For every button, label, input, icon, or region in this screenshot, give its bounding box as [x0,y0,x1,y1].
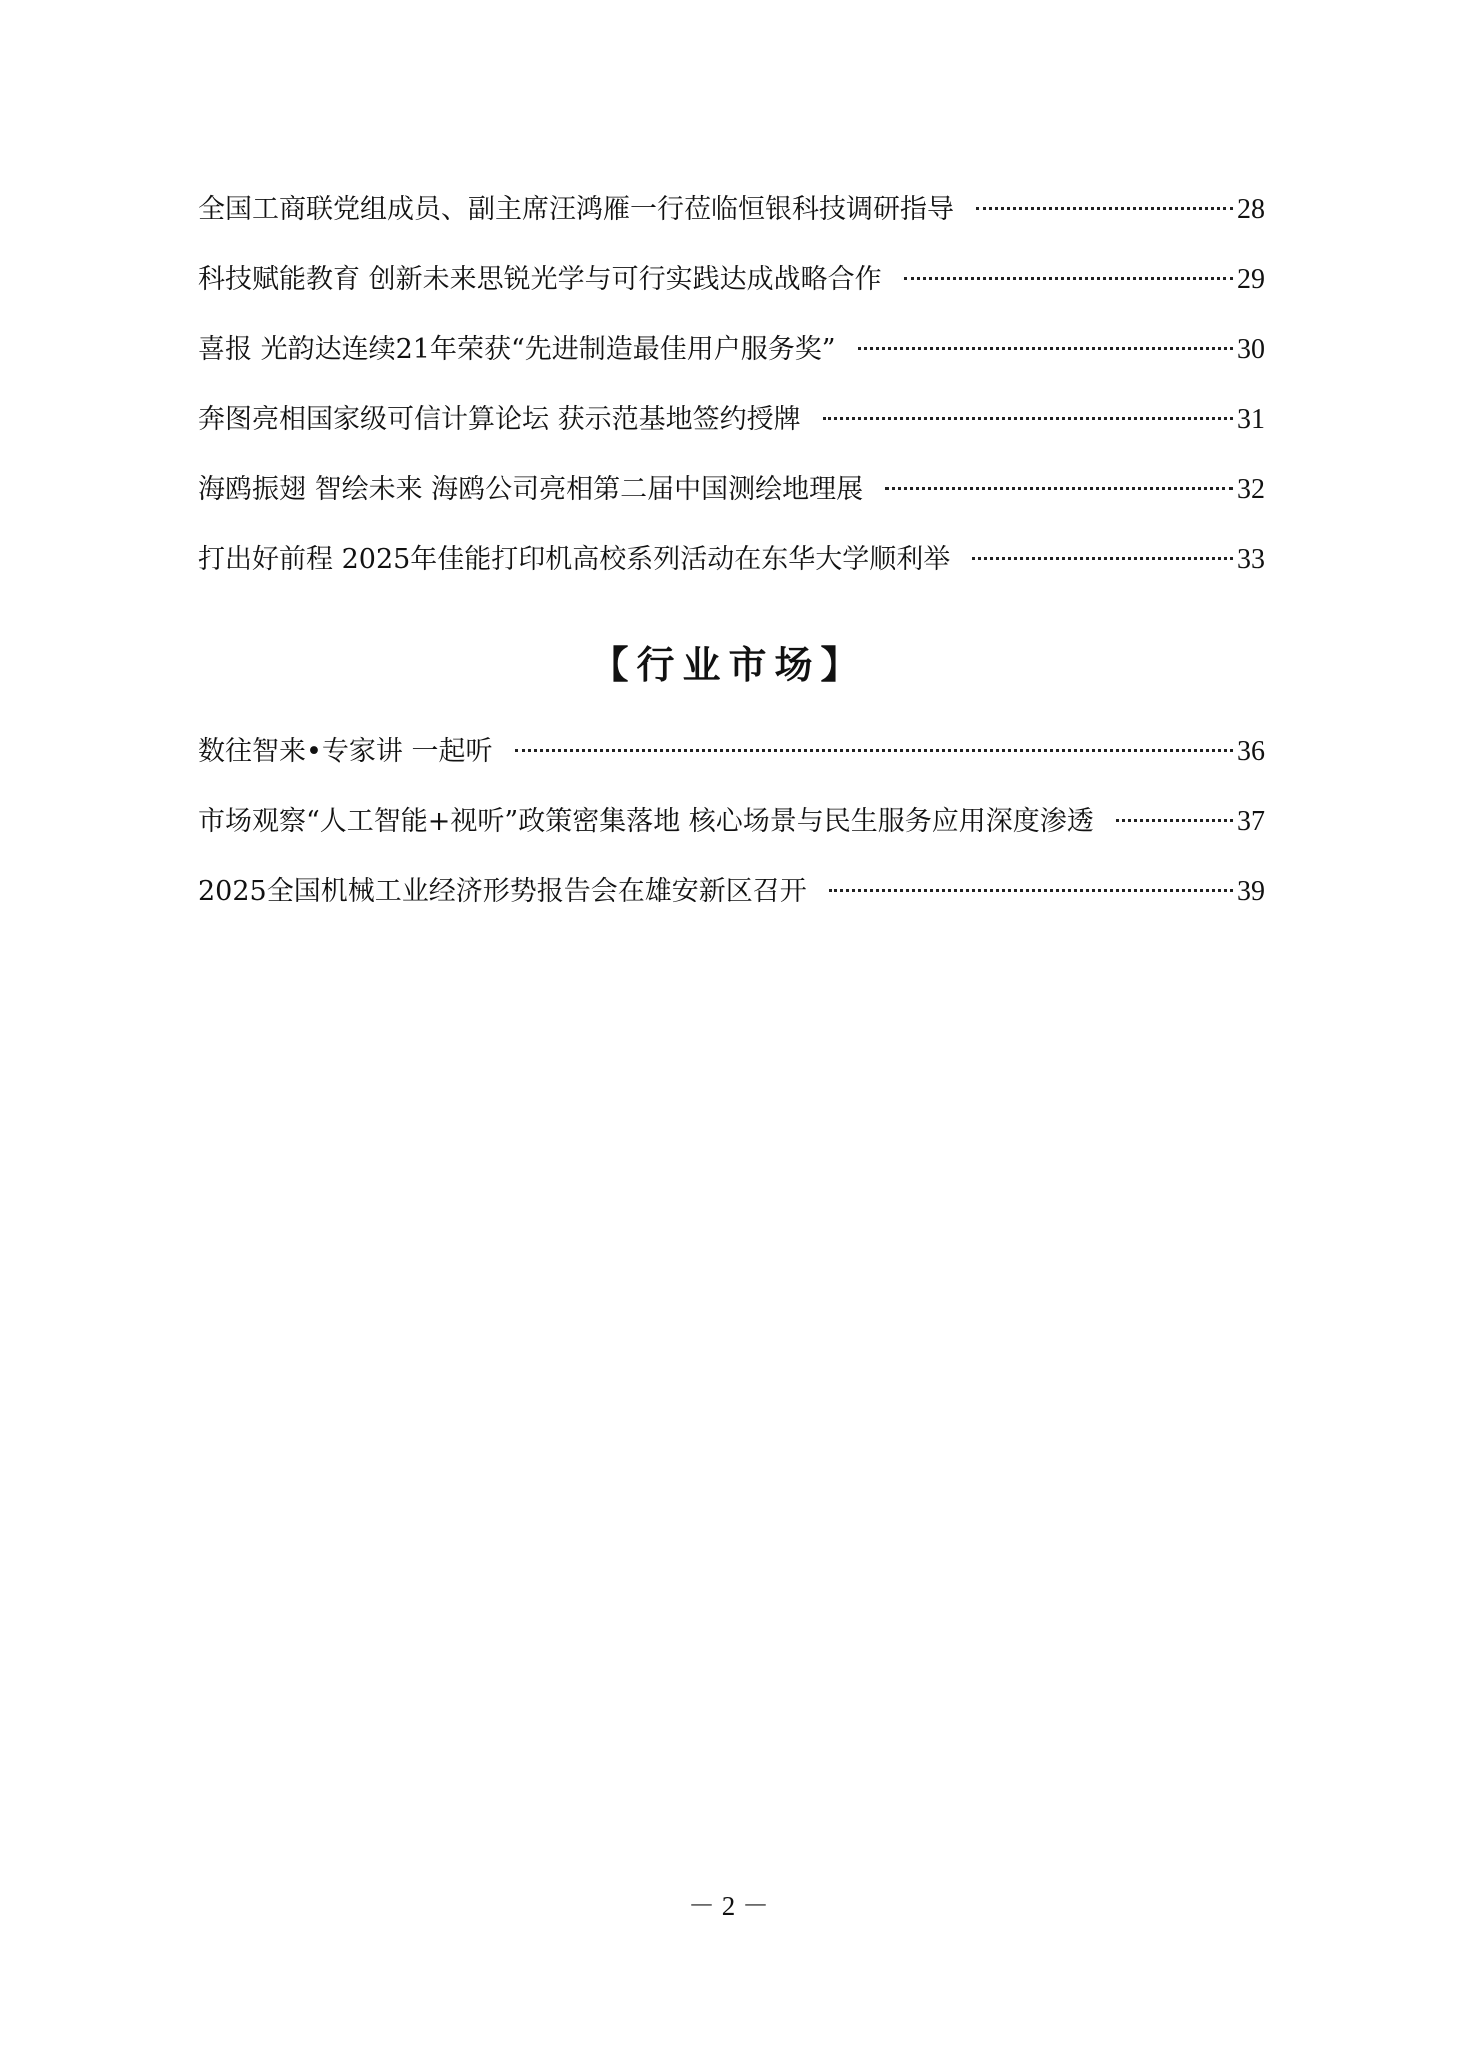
toc-entry-title: 打出好前程 2025年佳能打印机高校系列活动在东华大学顺利举 [198,544,951,575]
toc-entry-page: 37 [1237,806,1265,837]
toc-dot-leader [885,487,1233,490]
toc-entry-title: 奔图亮相国家级可信计算论坛 获示范基地签约授牌 [198,404,801,435]
toc-dot-leader [1116,819,1233,822]
toc-dot-leader [976,207,1233,210]
toc-dot-leader [829,889,1233,892]
toc-dot-leader [823,417,1233,420]
toc-dot-leader [972,557,1233,560]
toc-entry-title: 市场观察“人工智能+视听”政策密集落地 核心场景与民生服务应用深度渗透 [198,806,1094,837]
toc-entry-title: 数往智来•专家讲 一起听 [198,736,493,767]
toc-entry-title: 全国工商联党组成员、副主席汪鸿雁一行莅临恒银科技调研指导 [198,194,954,225]
toc-entry-page: 36 [1237,736,1265,767]
toc-entry[interactable] [198,540,1265,610]
toc-entry[interactable] [198,260,1265,330]
toc-entry[interactable] [198,330,1265,400]
toc-entry-page: 29 [1237,264,1265,295]
toc-dot-leader [515,749,1233,752]
toc-entry-title: 科技赋能教育 创新未来思锐光学与可行实践达成战略合作 [198,264,882,295]
toc-entry-title: 海鸥振翅 智绘未来 海鸥公司亮相第二届中国测绘地理展 [198,474,864,505]
toc-list-market [198,732,1265,942]
toc-entry-title: 2025全国机械工业经济形势报告会在雄安新区召开 [198,876,807,907]
toc-entry-page: 32 [1237,474,1265,505]
toc-entry[interactable] [198,732,1265,802]
toc-entry-page: 30 [1237,334,1265,365]
toc-entry-title: 喜报 光韵达连续21年荣获“先进制造最佳用户服务奖” [198,334,836,365]
page-number: － 2 － [688,1891,769,1921]
toc-entry[interactable] [198,400,1265,470]
toc-entry-page: 39 [1237,876,1265,907]
toc-list-top [198,190,1265,610]
toc-entry-page: 33 [1237,544,1265,575]
section-heading: 【行业市场】 [590,642,867,687]
toc-entry[interactable] [198,190,1265,260]
toc-entry[interactable] [198,470,1265,540]
toc-dot-leader [904,277,1233,280]
toc-dot-leader [858,347,1233,350]
toc-entry-page: 31 [1237,404,1265,435]
toc-entry-page: 28 [1237,194,1265,225]
toc-entry[interactable] [198,802,1265,872]
toc-entry[interactable] [198,872,1265,942]
